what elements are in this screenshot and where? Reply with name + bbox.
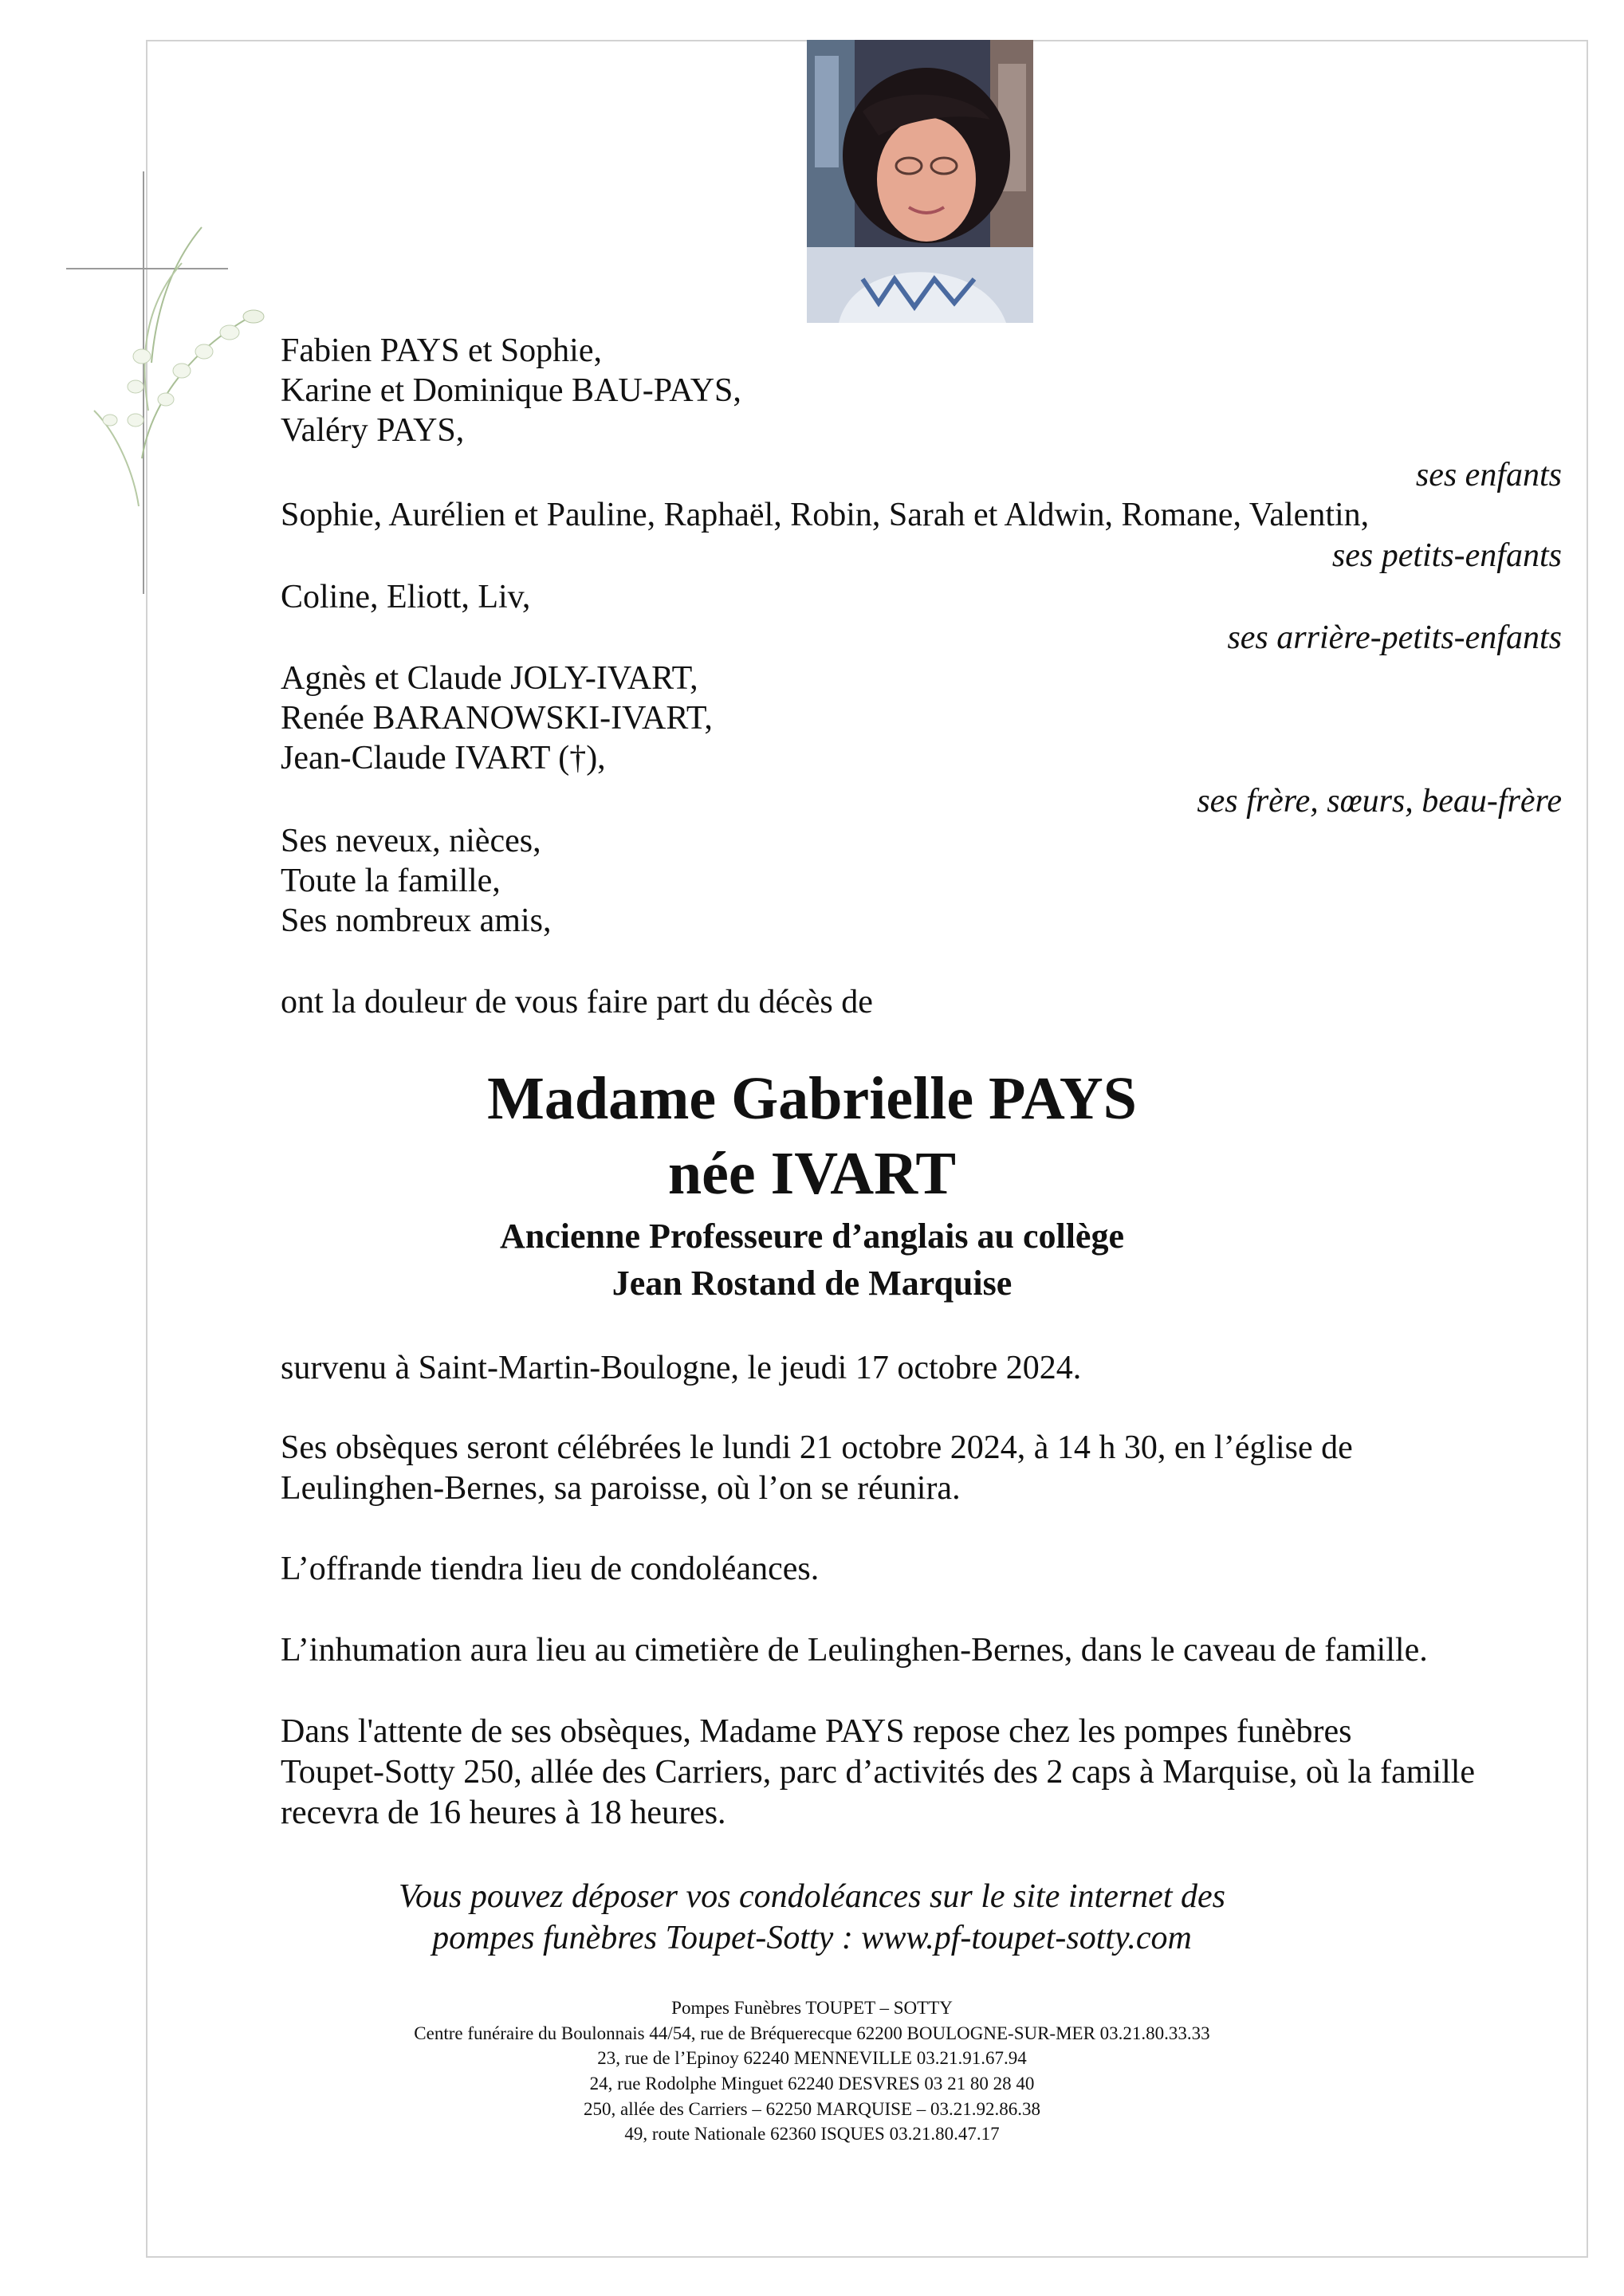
footer-address-menneville: 23, rue de l’Epinoy 62240 MENNEVILLE 03.21.91.67.94: [597, 2048, 1027, 2068]
siblings-label: ses frère, sœurs, beau-frère: [1197, 783, 1562, 820]
deceased-name: Madame Gabrielle PAYS: [487, 1065, 1137, 1132]
child-2: Karine et Dominique BAU-PAYS,: [281, 372, 741, 409]
burial-text: L’inhumation aura lieu au cimetière de Leulinghen-Bernes, dans le caveau de famille.: [281, 1632, 1428, 1669]
funeral-line2: Leulinghen-Bernes, sa paroisse, où l’on se réunira.: [281, 1470, 961, 1507]
sibling-2: Renée BARANOWSKI-IVART,: [281, 700, 713, 737]
footer-company: Pompes Funèbres TOUPET – SOTTY: [671, 1998, 953, 2018]
rest-line3: recevra de 16 heures à 18 heures.: [281, 1795, 726, 1831]
death-notice: survenu à Saint-Martin-Boulogne, le jeudi 17 octobre 2024.: [281, 1350, 1082, 1386]
footer-address-desvres: 24, rue Rodolphe Minguet 62240 DESVRES 03 21 80 28 40: [589, 2074, 1035, 2094]
child-3: Valéry PAYS,: [281, 412, 465, 449]
offering-text: L’offrande tiendra lieu de condoléances.: [281, 1551, 820, 1587]
footer-address-boulogne: Centre funéraire du Boulonnais 44/54, rue de Bréquerecque 62200 BOULOGNE-SUR-MER 03.21.80.33.33: [414, 2023, 1210, 2043]
others-1: Ses neveux, nièces,: [281, 823, 541, 859]
sibling-3: Jean-Claude IVART (†),: [281, 740, 606, 776]
announcement-text: ont la douleur de vous faire part du décès de: [281, 984, 873, 1020]
great-grandchildren-list: Coline, Eliott, Liv,: [281, 579, 531, 615]
deceased-maiden-name: née IVART: [667, 1140, 957, 1207]
children-label: ses enfants: [1415, 457, 1562, 493]
sibling-1: Agnès et Claude JOLY-IVART,: [281, 660, 698, 697]
portrait-photo: [807, 40, 1033, 323]
footer-address-isques: 49, route Nationale 62360 ISQUES 03.21.80.47.17: [624, 2124, 1000, 2144]
grandchildren-label: ses petits-enfants: [1331, 537, 1562, 574]
funeral-line1: Ses obsèques seront célébrées le lundi 21 octobre 2024, à 14 h 30, en l’église de: [281, 1429, 1353, 1466]
rest-line2: Toupet-Sotty 250, allée des Carriers, parc d’activités des 2 caps à Marquise, où la famille: [281, 1754, 1476, 1791]
great-grandchildren-label: ses arrière-petits-enfants: [1227, 619, 1562, 656]
condolences-line1: Vous pouvez déposer vos condoléances sur le site internet des: [399, 1878, 1225, 1915]
cross-lily-decoration: [62, 171, 293, 602]
deceased-title-line2: Jean Rostand de Marquise: [611, 1264, 1013, 1303]
condolences-line2: pompes funèbres Toupet-Sotty : www.pf-toupet-sotty.com: [432, 1920, 1192, 1956]
rest-line1: Dans l'attente de ses obsèques, Madame PAYS repose chez les pompes funèbres: [281, 1713, 1352, 1750]
others-2: Toute la famille,: [281, 863, 501, 899]
deceased-title-line1: Ancienne Professeure d’anglais au collège: [500, 1217, 1124, 1256]
grandchildren-list: Sophie, Aurélien et Pauline, Raphaël, Robin, Sarah et Aldwin, Romane, Valentin,: [281, 497, 1370, 533]
others-3: Ses nombreux amis,: [281, 902, 552, 939]
footer-address-marquise: 250, allée des Carriers – 62250 MARQUISE – 03.21.92.86.38: [583, 2099, 1040, 2119]
child-1: Fabien PAYS et Sophie,: [281, 332, 602, 369]
